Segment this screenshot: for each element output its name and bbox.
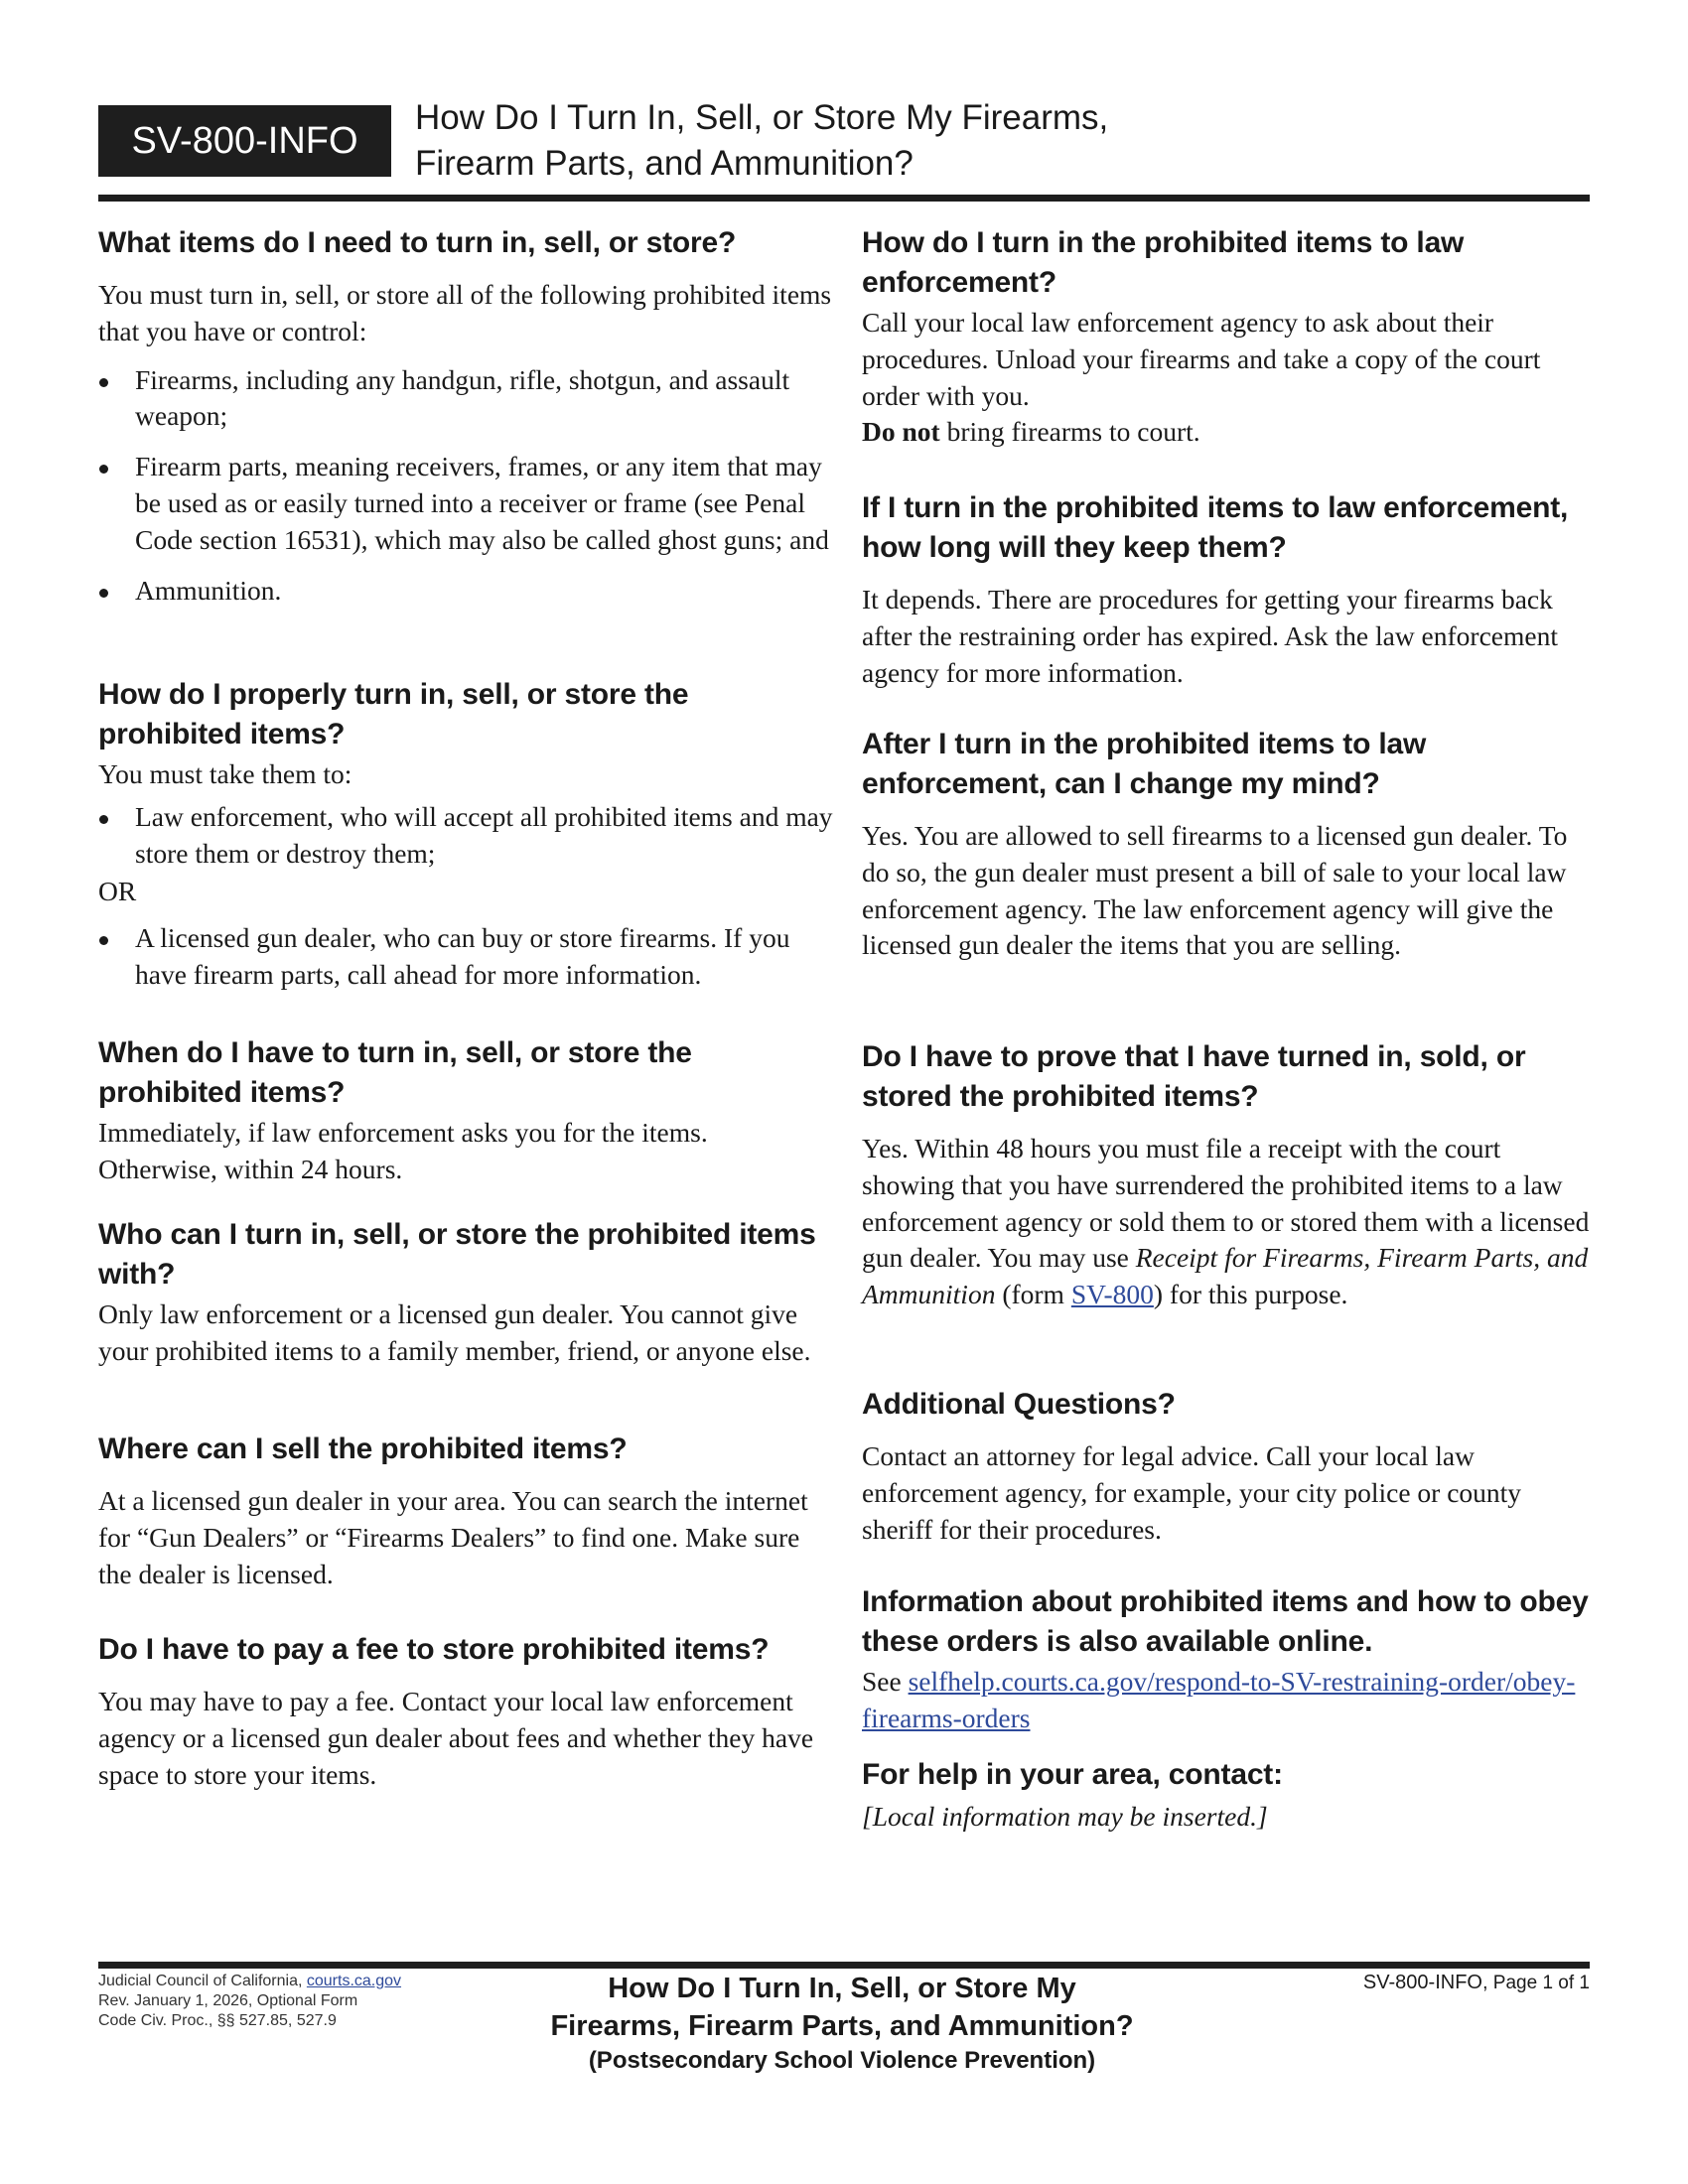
page-title-line-2: Firearm Parts, and Ammunition? <box>415 144 914 183</box>
page-title <box>415 95 1408 187</box>
footer-info <box>98 1972 476 2031</box>
section-heading: Do I have to prove that I have turned in, sold, or stored the prohibited items? <box>862 1040 1526 1113</box>
list-item: Law enforcement, who will accept all prohibited items and may store them or destroy them; <box>98 799 833 873</box>
section-what-items <box>98 223 833 609</box>
section-heading: Where can I sell the prohibited items? <box>98 1433 628 1465</box>
list-item: Firearm parts, meaning receivers, frames, or any item that may be used as or easily turned into a receiver or frame (see Penal Code section 16531), which may also be called ghost guns; and <box>98 449 833 558</box>
section-body: Yes. Within 48 hours you must file a receipt with the court showing that you have surrendered the prohibited items to a law enforcement agency or sold them to or stored them with a licensed gun dealer. You may use Receipt for Firearms, Firearm Parts, and Ammunition (form SV-800) for this purpose. <box>862 1133 1590 1310</box>
courts-link[interactable]: courts.ca.gov <box>306 1973 402 1989</box>
section-heading: Do I have to pay a fee to store prohibited items? <box>98 1633 770 1666</box>
section-body: You may have to pay a fee. Contact your local law enforcement agency or a licensed gun dealer about fees and whether they have space to store your items. <box>98 1686 814 1790</box>
footer-org: Judicial Council of California, courts.ca.gov <box>98 1973 402 1989</box>
list-item: Firearms, including any handgun, rifle, shotgun, and assault weapon; <box>98 362 833 436</box>
section-fee <box>98 1630 833 1793</box>
section-body: It depends. There are procedures for getting your firearms back after the restraining order has expired. Ask the law enforcement agency for more information. <box>862 584 1558 688</box>
footer-revision: Rev. January 1, 2026, Optional Form <box>98 1992 358 2009</box>
list-item: A licensed gun dealer, who can buy or store firearms. If you have firearm parts, call ahead for more information. <box>98 920 833 994</box>
sv-800-form-link[interactable]: SV-800 <box>1070 1279 1154 1310</box>
section-heading: How do I turn in the prohibited items to law enforcement? <box>862 226 1465 299</box>
section-how-turn-in <box>862 223 1592 451</box>
section-body: Yes. You are allowed to sell firearms to a licensed gun dealer. To do so, the gun dealer must present a bill of sale to your local law enforcement agency. The law enforcement agency will give the licensed gun dealer the items that you are selling. <box>862 820 1568 961</box>
section-intro: You must take them to: <box>98 758 352 789</box>
warning-line: Do not bring firearms to court. <box>862 416 1200 448</box>
section-body: At a licensed gun dealer in your area. You can search the internet for “Gun Dealers” or “Firearms Dealers” to find one. Make sure the dealer is licensed. <box>98 1485 808 1589</box>
section-change-mind <box>862 725 1592 964</box>
section-heading: Who can I turn in, sell, or store the prohibited items with? <box>98 1218 816 1291</box>
section-additional <box>862 1385 1592 1548</box>
bullet-icon <box>99 378 108 387</box>
selfhelp-link[interactable]: selfhelp.courts.ca.gov/respond-to-SV-restraining-order/obey-firearms-orders <box>862 1666 1576 1733</box>
page-title-line-1: How Do I Turn In, Sell, or Store My Firearms, <box>415 98 1109 137</box>
section-body: See selfhelp.courts.ca.gov/respond-to-SV-restraining-order/obey-firearms-orders <box>862 1666 1576 1733</box>
prohibited-items-list <box>98 362 833 610</box>
section-heading: For help in your area, contact: <box>862 1758 1283 1791</box>
destination-list-1 <box>98 799 833 873</box>
page-number: Page 1 of 1 <box>1487 1973 1590 1993</box>
header-rule <box>98 195 1590 202</box>
footer-form-id: SV-800-INFO, <box>1362 1972 1488 1993</box>
section-body: Only law enforcement or a licensed gun dealer. You cannot give your prohibited items to a family member, friend, or anyone else. <box>98 1298 811 1366</box>
local-info-placeholder: [Local information may be inserted.] <box>862 1801 1268 1832</box>
footer-title-line-1: How Do I Turn In, Sell, or Store My <box>608 1973 1076 2004</box>
form-title: Receipt for Firearms, Firearm Parts, and Ammunition <box>862 1242 1589 1310</box>
section-heading: Information about prohibited items and how to obey these orders is also available online. <box>862 1585 1589 1658</box>
section-body: Call your local law enforcement agency to ask about their procedures. Unload your firearms and take a copy of the court order with you. <box>862 307 1541 411</box>
bullet-icon <box>99 936 108 945</box>
section-heading: Additional Questions? <box>862 1388 1176 1421</box>
section-heading: What items do I need to turn in, sell, or store? <box>98 226 737 259</box>
bullet-icon <box>99 589 108 598</box>
section-when <box>98 1033 833 1188</box>
destination-list-2 <box>98 920 833 994</box>
section-how-properly <box>98 675 833 994</box>
section-how-long <box>862 488 1592 691</box>
form-id-label: SV-800-INFO <box>131 119 358 162</box>
section-heading: After I turn in the prohibited items to law enforcement, can I change my mind? <box>862 728 1427 800</box>
form-id-badge <box>98 105 391 177</box>
section-who <box>98 1215 833 1370</box>
footer-title <box>447 1970 1237 2077</box>
or-label: OR <box>98 876 137 907</box>
footer-title-line-2: Firearms, Firearm Parts, and Ammunition? <box>550 2010 1134 2042</box>
section-heading: When do I have to turn in, sell, or store the prohibited items? <box>98 1036 692 1109</box>
footer-subtitle: (Postsecondary School Violence Prevention) <box>588 2047 1096 2074</box>
section-prove <box>862 1037 1592 1313</box>
section-body: Immediately, if law enforcement asks you for the items. Otherwise, within 24 hours. <box>98 1117 708 1184</box>
section-where <box>98 1430 833 1592</box>
section-local-help <box>862 1755 1592 1836</box>
footer-rule <box>98 1962 1590 1969</box>
list-item: Ammunition. <box>98 573 833 610</box>
section-online <box>862 1582 1592 1737</box>
bullet-icon <box>99 815 108 824</box>
warning-bold: Do not <box>862 416 940 448</box>
section-body: Contact an attorney for legal advice. Call your local law enforcement agency, for example, your city police or county sheriff for their procedures. <box>862 1440 1522 1545</box>
footer-code: Code Civ. Proc., §§ 527.85, 527.9 <box>98 2012 337 2029</box>
footer-page-info <box>1363 1971 1590 1995</box>
section-heading: If I turn in the prohibited items to law enforcement, how long will they keep them? <box>862 491 1569 564</box>
section-heading: How do I properly turn in, sell, or store the prohibited items? <box>98 678 689 751</box>
bullet-icon <box>99 465 108 474</box>
section-intro: You must turn in, sell, or store all of the following prohibited items that you have or control: <box>98 279 832 346</box>
